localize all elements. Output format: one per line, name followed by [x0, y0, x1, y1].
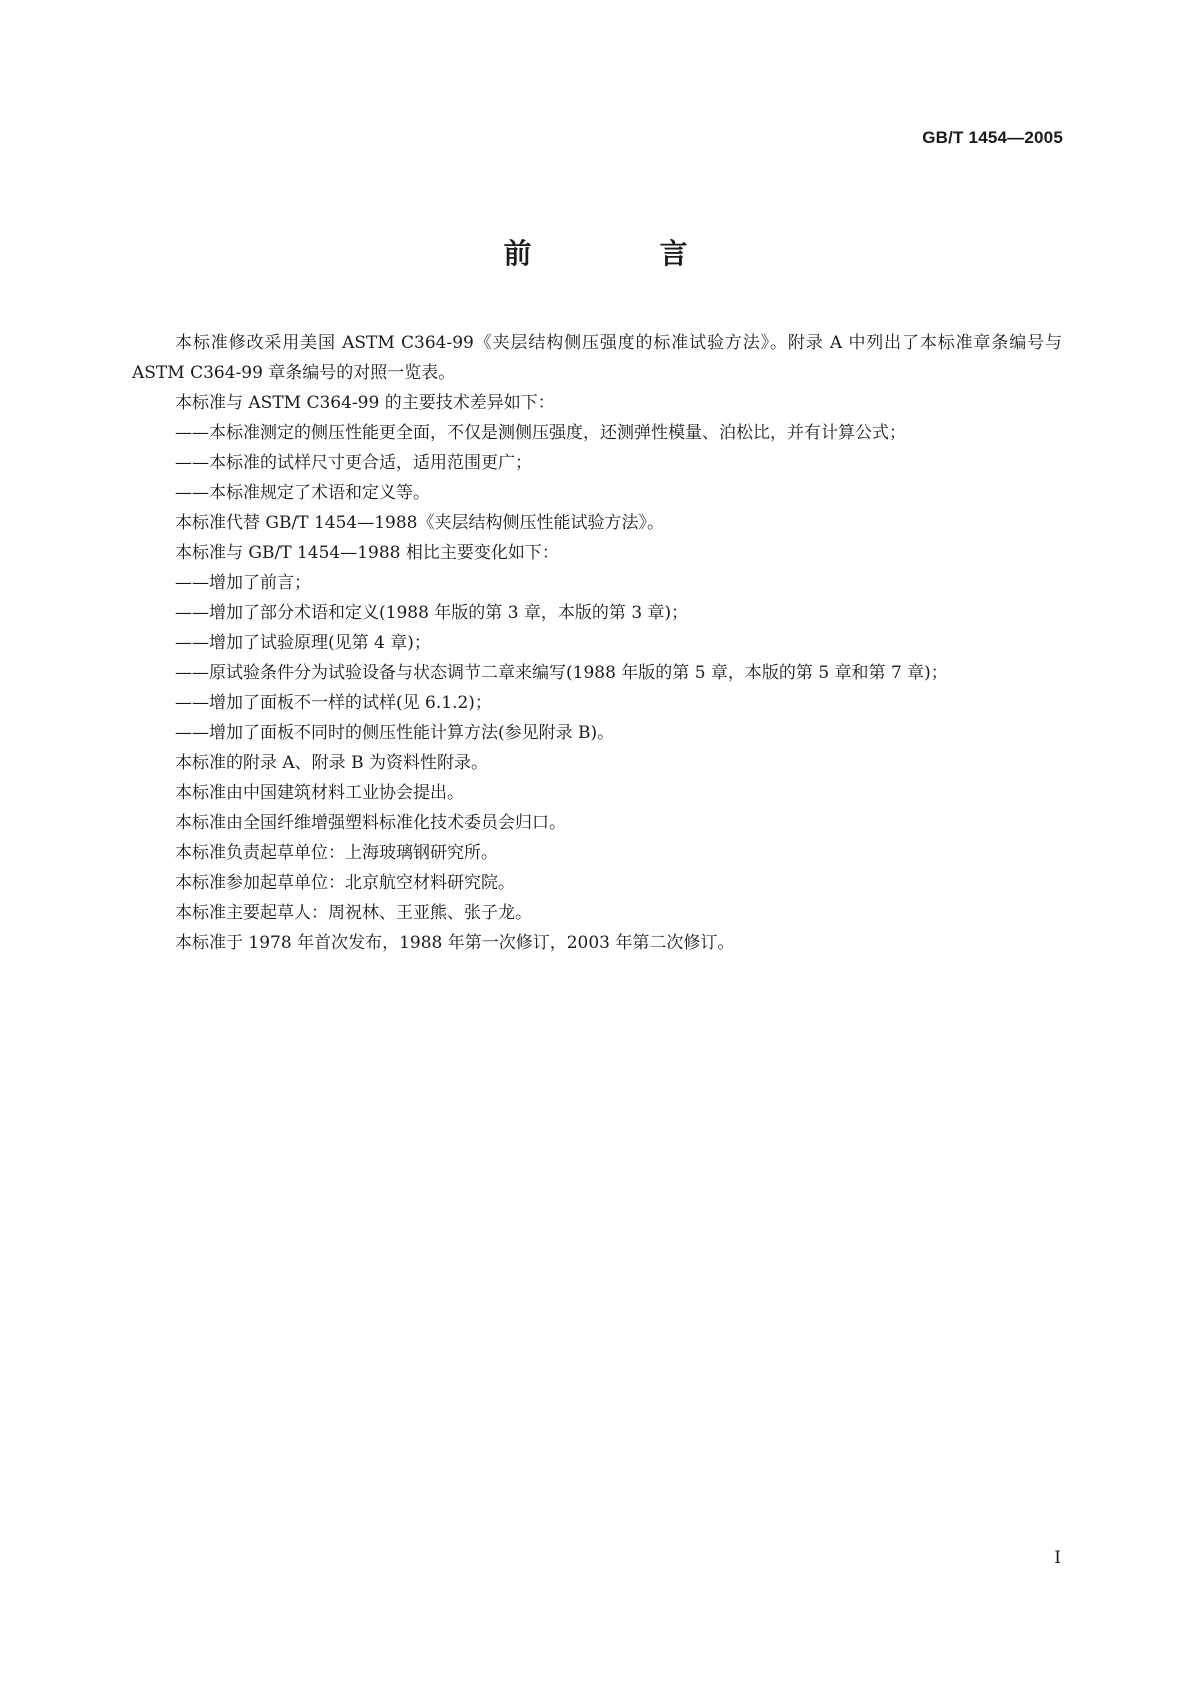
dash-list-item	[132, 658, 1062, 688]
paragraph: 本标准负责起草单位：上海玻璃钢研究所。	[175, 843, 498, 863]
paragraph: 本标准参加起草单位：北京航空材料研究院。	[175, 873, 515, 893]
dash-mark: ——	[175, 663, 209, 683]
paragraph: 本标准修改采用美国 ASTM C364-99《夹层结构侧压强度的标准试验方法》。附录 A 中列出了本标准章条编号与 ASTM C364-99 章条编号的对照一览表。	[132, 333, 1062, 383]
dash-list-item: ——本标准测定的侧压性能更全面，不仅是测侧压强度，还测弹性模量、泊松比，并有计算公式；	[175, 423, 906, 443]
paragraph: 本标准代替 GB/T 1454—1988《夹层结构侧压性能试验方法》。	[175, 513, 664, 533]
standard-code: GB/T 1454—2005	[922, 128, 1063, 147]
page-title: 前 言	[503, 237, 738, 270]
paragraph: 本标准由全国纤维增强塑料标准化技术委员会归口。	[175, 813, 566, 833]
paragraph: 本标准由中国建筑材料工业协会提出。	[175, 783, 464, 803]
dash-list-item: ——增加了面板不同时的侧压性能计算方法(参见附录 B)。	[175, 723, 615, 743]
dash-list-item: ——增加了面板不一样的试样(见 6.1.2)；	[175, 693, 492, 713]
paragraph: 本标准与 GB/T 1454—1988 相比主要变化如下：	[175, 543, 559, 563]
page-number: I	[1054, 1548, 1061, 1568]
paragraph: 本标准主要起草人：周祝林、王亚熊、张子龙。	[175, 903, 532, 923]
paragraph: 本标准与 ASTM C364-99 的主要技术差异如下：	[175, 393, 555, 413]
paragraph: 本标准的附录 A、附录 B 为资料性附录。	[175, 753, 488, 773]
dash-list-item: ——增加了试验原理(见第 4 章)；	[175, 633, 431, 653]
dash-list-text: 原试验条件分为试验设备与状态调节二章来编写(1988 年版的第 5 章，本版的第 5 章和第 7 章)；	[209, 663, 948, 683]
dash-list-item: ——本标准规定了术语和定义等。	[175, 483, 430, 503]
dash-list-item: ——增加了部分术语和定义(1988 年版的第 3 章，本版的第 3 章)；	[175, 603, 689, 623]
dash-list-item: ——增加了前言；	[175, 573, 311, 593]
paragraph: 本标准于 1978 年首次发布，1988 年第一次修订，2003 年第二次修订。	[175, 933, 735, 953]
foreword-body	[132, 328, 1062, 958]
dash-list-item: ——本标准的试样尺寸更合适，适用范围更广；	[175, 453, 532, 473]
